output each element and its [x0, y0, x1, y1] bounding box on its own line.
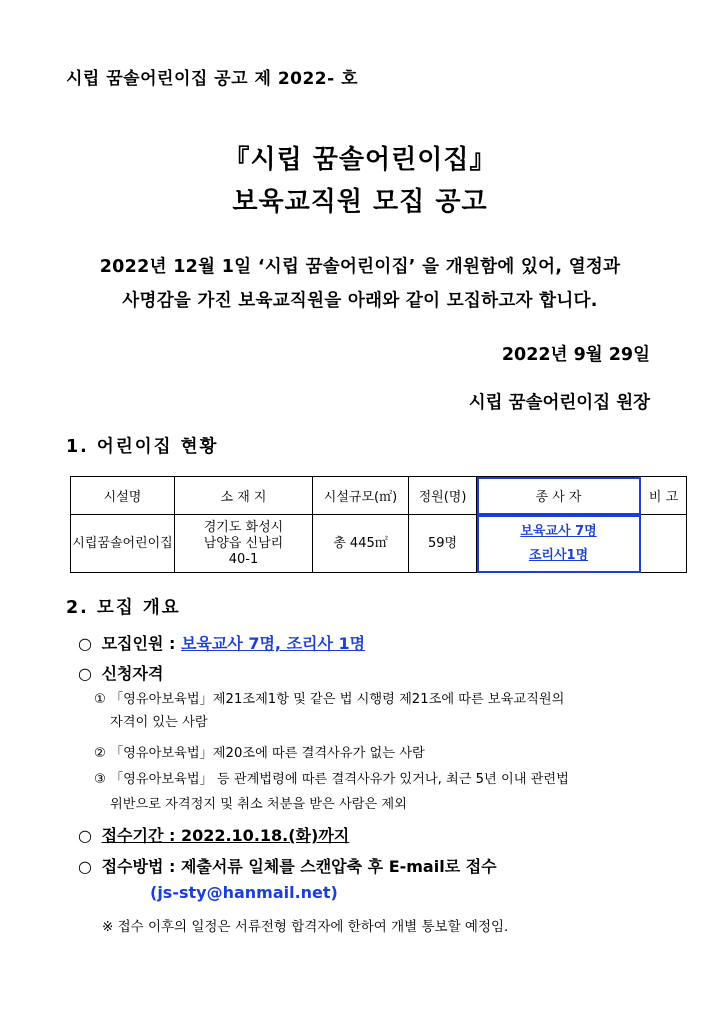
address-line-1: 경기도 화성시	[203, 519, 284, 535]
bullet-circle: ○	[78, 634, 92, 653]
cell-remarks	[641, 515, 687, 573]
header-capacity: 정원(명)	[409, 477, 477, 515]
header-facility-name: 시설명	[71, 477, 175, 515]
header-remarks: 비 고	[641, 477, 687, 515]
intro-line-1: 2022년 12월 1일 ‘시립 꿈솔어린이집’ 을 개원함에 있어, 열정과	[99, 257, 621, 277]
item-text: 「영유아보육법」제20조에 따른 결격사유가 없는 사람	[110, 746, 425, 761]
item-text: 「영유아보육법」제21조제1항 및 같은 법 시행령 제21조에 따른 보육교직원의	[110, 692, 565, 707]
qualification-item-2	[94, 744, 425, 764]
qualification-item-3-cont: 위반으로 자격정지 및 취소 처분을 받은 사람은 제외	[110, 797, 407, 812]
title-line-1: 『시립 꿈솔어린이집』	[223, 145, 497, 175]
address-line-3: 40-1	[228, 551, 259, 567]
method-text: 접수방법 : 제출서류 일체를 스캔압축 후 E-mail로 접수	[101, 857, 497, 876]
bullet-circle: ○	[78, 664, 92, 683]
header-staff: 종 사 자	[477, 477, 641, 515]
cell-size: 총 445㎡	[313, 515, 409, 573]
section-2-heading: 2. 모집 개요	[66, 598, 181, 618]
table-row	[71, 515, 687, 573]
qualification-label: 신청자격	[101, 664, 164, 683]
address-line-2: 남양읍 신남리	[203, 535, 284, 551]
qualification-heading	[78, 661, 163, 684]
qualification-item-1	[94, 690, 564, 710]
application-period	[78, 823, 349, 846]
table-header-row	[71, 477, 687, 515]
staff-teachers: 보육교사 7명	[520, 523, 597, 539]
application-method	[78, 854, 497, 877]
section-1-heading: 1. 어린이집 현황	[66, 437, 219, 457]
notice-number: 시립 꿈솔어린이집 공고 제 2022- 호	[66, 69, 359, 89]
header-address: 소 재 지	[175, 477, 313, 515]
email-address[interactable]: (js-sty@hanmail.net)	[150, 883, 338, 902]
signature: 시립 꿈솔어린이집 원장	[468, 393, 650, 413]
footnote: ※ 접수 이후의 일정은 서류전형 합격자에 한하여 개별 통보할 예정임.	[102, 919, 509, 935]
header-size: 시설규모(㎡)	[313, 477, 409, 515]
cell-capacity: 59명	[409, 515, 477, 573]
recruit-value: 보육교사 7명, 조리사 1명	[180, 634, 366, 653]
item-number: ②	[94, 746, 106, 761]
item-number: ①	[94, 692, 106, 707]
item-text: 「영유아보육법」 등 관계법령에 따른 결격사유가 있거나, 최근 5년 이내 관련법	[110, 772, 569, 787]
recruit-count	[78, 631, 365, 654]
facility-status-table	[70, 476, 687, 573]
staff-cooks: 조리사1명	[528, 547, 589, 563]
cell-staff	[477, 515, 641, 573]
qualification-item-1-cont: 자격이 있는 사람	[110, 715, 208, 730]
period-text: 접수기간 : 2022.10.18.(화)까지	[101, 826, 350, 845]
notice-date: 2022년 9월 29일	[501, 345, 650, 365]
bullet-circle: ○	[78, 826, 92, 845]
title-line-2: 보육교직원 모집 공고	[232, 187, 488, 217]
intro-line-2: 사명감을 가진 보육교직원을 아래와 같이 모집하고자 합니다.	[122, 291, 598, 311]
cell-facility-name: 시립꿈솔어린이집	[71, 515, 175, 573]
qualification-item-3	[94, 770, 569, 790]
item-number: ③	[94, 772, 106, 787]
cell-address	[175, 515, 313, 573]
bullet-circle: ○	[78, 857, 92, 876]
recruit-label: 모집인원 :	[101, 634, 181, 653]
